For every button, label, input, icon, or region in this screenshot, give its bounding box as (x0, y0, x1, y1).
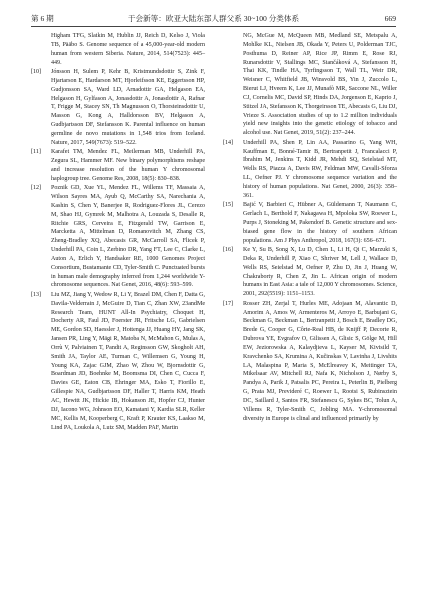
reference-entry (31, 184, 205, 290)
left-reference-column (31, 32, 205, 433)
reference-text: Liu MZ, Jiang Y, Wedow R, Li Y, Brazel DM, Chen F, Datta G, Davila-Velderrain J, McGuire D, Tian C, Zhan XW, 23andMe Research Team, HUNT All-In Psychiatry, Choquet H, Docherty AR, Faul JD, Foerster JR, Fritsche LG, Gabrielsen ME, Gordon SD, Haessler J, Hottenga JJ, Huang HY, Jang SK, Jansen PR, Ling Y, Mägi R, Matoba N, McMahon G, Mulas A, Orrù V, Palviainen T, Pandit A, Reginsson GW, Skogholt AH, Smith JA, Taylor AE, Turman C, Willemsen G, Young H, Young KA, Zajac GJM, Zhao W, Zhou W, Bjornsdottir G, Boardman JD, Boehnke M, Boomsma DI, Chen C, Cucca F, Davies GE, Eaton CB, Ehringer MA, Esko T, Fiorillo E, Gillespie NA, Gudbjartsson DF, Haller T, Harris KM, Heath AC, Hewitt JK, Hickie IB, Hokanson JE, Hopfer CJ, Hunter DJ, Iacono WG, Johnson EO, Kamatani Y, Kardia SLR, Keller MC, Kellis M, Kooperberg C, Kraft P, Krauter KS, Laakso M, Lind PA, Loukola A, Lutz SM, Madden PAF, Martin (51, 291, 205, 431)
reference-entry-continued (31, 32, 205, 67)
reference-entry (31, 291, 205, 433)
reference-number: [11] (31, 149, 41, 156)
reference-text: NG, McGue M, McQueen MB, Medland SE, Metspalu A, Mohlke KL, Nielsen JB, Okada Y, Peters U, Polderman TJC, Posthuma D, Reiner AP, Rice JP, Rimm E, Rose RJ, Runarsdottir V, Stallings MC, Stančáková A, Stefansson H, Thai KK, Tindle HA, Tyrfingsson T, Wall TL, Weir DR, Weisner C, Whitfield JB, Winsvold BS, Yin J, Zuccolo L, Bierut LJ, Hveem K, Lee JJ, Munafò MR, Saccone NL, Willer CJ, Cornelis MC, David SP, Hinds DA, Jorgenson E, Kaprio J, Stitzel JA, Stefansson K, Thorgeirsson TE, Abecasis G, Liu DJ, Vrieze S. Association studies of up to 1.2 million individuals yield new insights into the genetic etiology of tobacco and alcohol use. Nat Genet, 2019, 51(2): 237–244. (243, 33, 397, 137)
reference-text: Rosser ZH, Zerjal T, Hurles ME, Adojaan M, Alavantic D, Amorim A, Amos W, Armenteros M, Arroyo E, Barbujani G, Beckman G, Beckman L, Bertranpetit J, Bosch E, Bradley DG, Brede G, Cooper G, Côrte-Real HB, de Knijff P, Decorte R, Dubrova YE, Evgrafov O, Gilissen A, Glisic S, Gölge M, Hill EW, Jeziorowska A, Kalaydjieva L, Kayser M, Kivisild T, Kravchenko SA, Krumina A, Kučinskas V, Lavinha J, Livshits LA, Malaspina P, Maria S, McElreavey K, Meitinger TA, Mikelsaar AV, Mitchell RJ, Nafa K, Nicholson J, Nørby S, Pandya A, Parik J, Patsalis PC, Pereira L, Peterlin B, Pielberg G, Prata MJ, Previderé C, Roewer L, Rootsi S, Rubinsztein DC, Saillard J, Santos FR, Stefanescu G, Sykes BC, Tolun A, Villems R, Tyler-Smith C, Jobling MA. Y-chromosomal diversity in Europe is clinal and influenced primarily by (243, 300, 397, 422)
right-reference-column (223, 32, 397, 424)
reference-number: [14] (223, 139, 234, 146)
page-number: 669 (384, 14, 396, 23)
reference-entry (223, 139, 397, 201)
reference-text: Higham TFG, Slatkin M, Hublin JJ, Reich D, Kelso J, Viola TB, Pääbo S. Genome sequence of a 45,000-year-old modern human from western Siberia. Nature, 2014, 514(7523): 445–449. (51, 33, 205, 66)
reference-text: Poznik GD, Xue YL, Mendez FL, Willems TF, Massaia A, Wilson Sayres MA, Ayub Q, McCarthy SA, Narechania A, Kashin S, Chen Y, Banerjee R, Rodriguez-Flores JL, Cerezo M, Shao HJ, Gymrek M, Malhotra A, Louzada S, Desalle R, Ritchie GRS, Cerveira E, Fitzgerald TW, Garrison E, Marcketta A, Mittelman D, Romanovitch M, Zhang CS, Zheng-Bradley XQ, Abecasis GR, McCarroll SA, Flicek P, Underhill PA, Coin L, Zerbino DR, Yang FT, Lee C, Clarke L, Auton A, Erlich Y, Handsaker RE, 1000 Genomes Project Consortium, Bustamante CD, Tyler-Smith C. Punctuated bursts in human male demography inferred from 1,244 worldwide Y-chromosome sequences. Nat Genet, 2016, 48(6): 593–599. (51, 185, 205, 289)
reference-text: Jónsson H, Sulem P, Kehr B, Kristmundsdottir S, Zink F, Hjartarson E, Hardarson MT, Hjorleifsson KE, Eggertsson HP, Gudjonsson SA, Ward LD, Arnadottir GA, Helgason EA, Helgason H, Gylfason A, Jonasdottir A, Jonasdottir A, Rafnar T, Frigge M, Stacey SN, Th Magnusson O, Thorsteinsdottir U, Masson G, Kong A, Halldorsson BV, Helgason A, Gudbjartsson DF, Stefansson K. Parental influence on human germline de novo mutations in 1,548 trios from Iceland. Nature, 2017, 549(7673): 519–522. (51, 68, 205, 146)
reference-entry (31, 68, 205, 148)
reference-number: [12] (31, 185, 42, 192)
reference-entry (223, 246, 397, 299)
reference-text: Karafet TM, Mendez FL, Meilerman MB, Underhill PA, Zegura SL, Hammer MF. New binary polymorphisms reshape and increase resolution of the human Y chromosomal haplogroup tree. Genome Res, 2008, 18(5): 830–838. (51, 149, 205, 182)
reference-text: Bajić V, Barbieri C, Hübner A, Güldemann T, Naumann C, Gerlach L, Berthold F, Nakagawa H, Mpoloka SW, Roewer L, Purps J, Stoneking M, Pakendorf B. Genetic structure and sex-biased gene flow in the history of southern African populations. Am J Phys Anthropol, 2018, 167(3): 656–671. (243, 202, 397, 244)
reference-number: [16] (223, 247, 234, 254)
reference-entry (31, 148, 205, 183)
issue-label: 第 6 期 (31, 14, 54, 23)
reference-text: Underhill PA, Shen P, Lin AA, Passarino G, Yang WH, Kauffman E, Bonné-Tamir B, Bertranpetit J, Francalacci P, Ibrahim M, Jenkins T, Kidd JR, Mehdi SQ, Seielstad MT, Wells RS, Piazza A, Davis RW, Feldman MW, Cavalli-Sforza LL, Oefner PJ. Y chromosome sequence variation and the history of human populations. Nat Genet, 2000, 26(3): 358–361. (243, 139, 397, 199)
journal-title: 于会新等：欧亚大陆东部人群父系 30~100 分类体系 (127, 14, 300, 23)
reference-number: [13] (31, 291, 42, 298)
reference-number: [17] (223, 300, 234, 307)
running-header (31, 12, 396, 27)
reference-number: [10] (31, 68, 42, 75)
reference-text: Ke Y, Su B, Song X, Lu D, Chen L, Li H, Qi C, Marzuki S, Deka R, Underhill P, Xiao C, Shriver M, Lell J, Wallace D, Wells RS, Seielstad M, Oefner P, Zhu D, Jin J, Huang W, Chakraborty R, Chen Z, Jin L. African origin of modern humans in East Asia: a tale of 12,000 Y chromosomes. Science, 2001, 292(5519): 1151–1153. (243, 247, 397, 298)
reference-entry (223, 201, 397, 245)
reference-number: [15] (223, 202, 234, 209)
reference-entry (223, 300, 397, 424)
reference-entry-continued (223, 32, 397, 138)
